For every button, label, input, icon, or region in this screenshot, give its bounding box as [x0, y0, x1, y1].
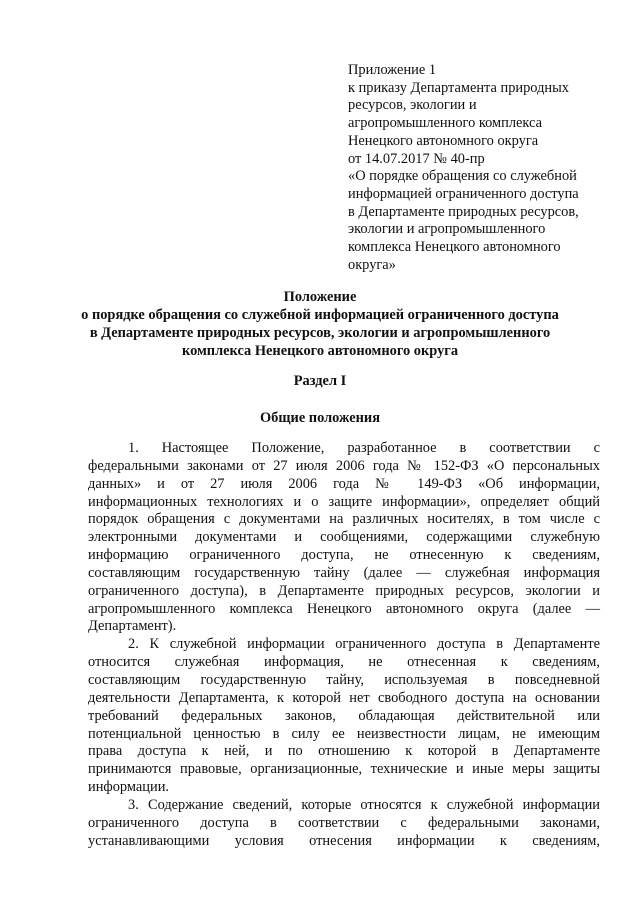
appendix-line: экологии и агропромышленного: [348, 221, 546, 238]
title-line: комплекса Ненецкого автономного округа: [181, 343, 459, 359]
appendix-line: комплекса Ненецкого автономного: [348, 239, 561, 256]
body-text: [88, 440, 600, 850]
paragraph-line: принимаются правовые, организационные, технические и иные меры защиты: [88, 761, 600, 778]
paragraph-line: ограниченного доступа), в Департаменте природных ресурсов, экологии и: [88, 582, 600, 599]
paragraph-line: электронными документами и сообщениями, содержащими служебную: [88, 529, 600, 546]
appendix-line: агропромышленного комплекса: [348, 115, 542, 132]
appendix-line: ресурсов, экологии и: [348, 97, 477, 114]
paragraph-line: федеральными законами от 27 июля 2006 года № 152-ФЗ «О персональных: [88, 457, 600, 474]
section-number: Раздел I: [293, 373, 347, 389]
paragraph-1: [88, 440, 600, 636]
paragraph-line: требований федеральных законов, обладающая действительной или: [88, 707, 600, 724]
paragraph-line: относится служебная информация, не отнесенная к сведениям,: [88, 654, 600, 671]
paragraph-2: [88, 636, 600, 797]
paragraph-line: агропромышленного комплекса Ненецкого автономного округа (далее —: [88, 600, 600, 617]
paragraph-line: информацию ограниченного доступа, не отнесенную к сведениям,: [88, 547, 600, 564]
paragraph-line: деятельности Департамента, к которой нет свободного доступа на основании: [88, 689, 600, 706]
appendix-line: округа»: [348, 256, 396, 273]
paragraph-line: 3. Содержание сведений, которые относятся к служебной информации: [128, 796, 600, 813]
paragraph-line: составляющим государственную тайну (далее — служебная информация: [88, 564, 600, 581]
appendix-line: Ненецкого автономного округа: [348, 132, 539, 149]
paragraph-line: информационных технологиях и о защите информации», определяет общий: [88, 493, 600, 510]
appendix-line: Приложение 1: [348, 62, 437, 78]
appendix-line: от 14.07.2017 № 40-пр: [348, 150, 485, 167]
appendix-line: информацией ограниченного доступа: [348, 185, 579, 202]
paragraph-line: 1. Настоящее Положение, разработанное в соответствии с: [128, 440, 600, 456]
paragraph-line: данных» и от 27 июля 2006 года № 149-ФЗ «Об информации,: [88, 475, 600, 492]
appendix-line: «О порядке обращения со служебной: [348, 168, 577, 185]
title-line: о порядке обращения со служебной информацией ограниченного доступа: [81, 307, 559, 323]
section-heading: Общие положения: [259, 410, 381, 426]
paragraph-line: 2. К служебной информации ограниченного доступа в Департаменте: [128, 636, 600, 653]
document-title: [60, 288, 580, 360]
paragraph-3: [88, 797, 600, 851]
appendix-line: в Департаменте природных ресурсов,: [348, 203, 579, 220]
paragraph-line: права доступа к ней, и по отношению к которой в Департаменте: [88, 743, 600, 760]
paragraph-line: Департамент).: [88, 618, 177, 635]
appendix-header: [348, 62, 608, 274]
paragraph-line: ограниченного доступа в соответствии с федеральными законами,: [88, 814, 600, 831]
paragraph-line: информации.: [88, 779, 169, 796]
appendix-line: к приказу Департамента природных: [348, 79, 569, 96]
paragraph-line: потенциальной ценностью в силу ее неизвестности лицам, не имеющим: [88, 725, 600, 742]
title-line: в Департаменте природных ресурсов, экологии и агропромышленного: [89, 325, 551, 341]
paragraph-line: устанавливающими условия отнесения информации к сведениям,: [88, 832, 600, 849]
paragraph-line: составляющим государственную тайну, используемая в повседневной: [88, 671, 600, 688]
paragraph-line: порядок обращения с документами на различных носителях, в том числе с: [88, 511, 600, 528]
title-line: Положение: [283, 289, 357, 305]
